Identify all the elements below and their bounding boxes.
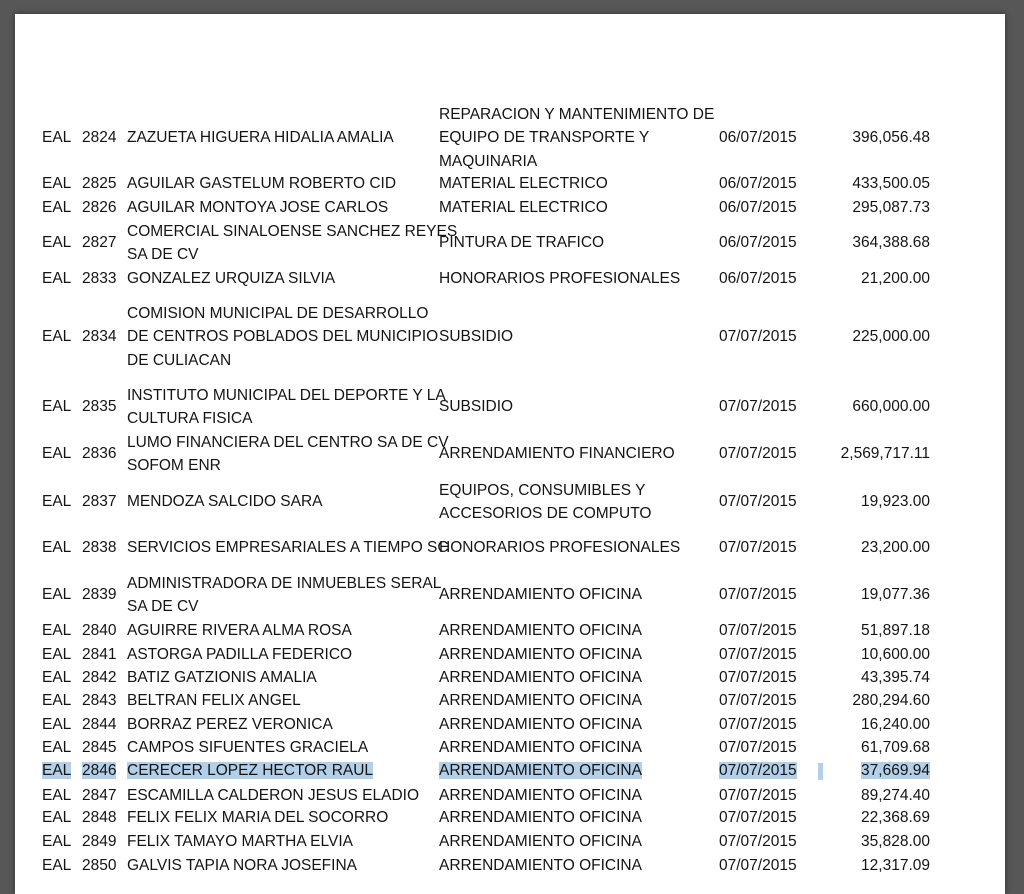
- record-amount: [861, 490, 930, 514]
- record-type: [42, 196, 71, 220]
- record-type-text: EAL: [42, 762, 72, 780]
- record-date: [719, 643, 797, 667]
- record-type-text: EAL: [42, 646, 72, 664]
- beneficiary-name-line: SA DE CV: [127, 598, 199, 615]
- beneficiary-name-line: ADMINISTRADORA DE INMUEBLES SERAL: [127, 574, 442, 592]
- record-date: [719, 490, 797, 514]
- beneficiary-name-line: SERVICIOS EMPRESARIALES A TIEMPO SC: [127, 539, 449, 557]
- expense-concept-line: ARRENDAMIENTO OFICINA: [439, 787, 642, 805]
- beneficiary-name: [127, 172, 396, 196]
- beneficiary-name: [127, 536, 449, 560]
- expense-concept-line: ARRENDAMIENTO OFICINA: [439, 833, 642, 851]
- beneficiary-name: [127, 830, 353, 854]
- record-amount: [861, 643, 930, 667]
- record-amount: [852, 689, 930, 713]
- record-type: [42, 806, 71, 830]
- beneficiary-name-line: AGUIRRE RIVERA ALMA ROSA: [127, 622, 352, 640]
- record-number: [82, 784, 116, 808]
- record-amount: [861, 583, 930, 607]
- record-type-text: EAL: [42, 234, 72, 252]
- record-type: [42, 666, 71, 690]
- expense-concept-line: ARRENDAMIENTO OFICINA: [439, 646, 642, 664]
- record-type: [42, 172, 71, 196]
- beneficiary-name-line: MENDOZA SALCIDO SARA: [127, 493, 323, 511]
- record-number: [82, 536, 116, 560]
- beneficiary-name: [127, 713, 333, 737]
- record-number: [82, 854, 116, 878]
- record-amount: [852, 172, 930, 196]
- record-date-text: 07/07/2015: [719, 445, 797, 463]
- record-amount-text: 433,500.05: [852, 175, 930, 193]
- beneficiary-name-line: AGUILAR GASTELUM ROBERTO CID: [127, 175, 397, 193]
- document-page[interactable]: [15, 14, 1005, 894]
- record-number: [82, 713, 116, 737]
- record-amount-text: 51,897.18: [861, 622, 930, 640]
- record-amount-text: 225,000.00: [852, 328, 930, 346]
- record-number: [82, 666, 116, 690]
- beneficiary-name: [127, 490, 323, 514]
- record-amount-text: 280,294.60: [852, 692, 930, 710]
- record-type-text: EAL: [42, 716, 72, 734]
- table-row: [15, 479, 1005, 526]
- record-date: [719, 830, 797, 854]
- record-type: [42, 736, 71, 760]
- expense-concept-line: ARRENDAMIENTO OFICINA: [439, 739, 642, 757]
- beneficiary-name-line: COMERCIAL SINALOENSE SANCHEZ REYES: [127, 222, 458, 240]
- record-type-text: EAL: [42, 787, 72, 805]
- record-date: [719, 196, 797, 220]
- record-type: [42, 536, 71, 560]
- expense-concept: [439, 736, 642, 760]
- record-type: [42, 395, 71, 419]
- record-date: [719, 784, 797, 808]
- table-row: [15, 666, 1005, 690]
- record-amount-text: 2,569,717.11: [840, 445, 930, 463]
- expense-concept: [439, 172, 608, 196]
- record-number: [82, 196, 116, 220]
- expense-concept: [439, 395, 513, 419]
- record-number-text: 2843: [82, 692, 117, 710]
- record-type: [42, 442, 71, 466]
- record-amount-text: 12,317.09: [861, 857, 930, 875]
- table-row: [15, 830, 1005, 854]
- record-type: [42, 325, 71, 349]
- record-number-text: 2824: [82, 129, 117, 147]
- record-date-text: 07/07/2015: [719, 857, 797, 875]
- record-date-text: 07/07/2015: [719, 493, 797, 511]
- record-date-text: 06/07/2015: [719, 199, 797, 217]
- beneficiary-name: [127, 196, 388, 220]
- record-amount-text: 43,395.74: [861, 669, 930, 687]
- record-amount: [861, 784, 930, 808]
- table-row: [15, 643, 1005, 667]
- record-number: [82, 267, 116, 291]
- record-amount-text: 396,056.48: [852, 129, 930, 147]
- beneficiary-name: [127, 572, 441, 619]
- table-row: [15, 220, 1005, 267]
- beneficiary-name-line: ESCAMILLA CALDERON JESUS ELADIO: [127, 787, 420, 805]
- record-date: [719, 536, 797, 560]
- expense-concept: [439, 759, 642, 783]
- record-date-text: 06/07/2015: [719, 234, 797, 252]
- record-type: [42, 583, 71, 607]
- expense-concept: [439, 666, 642, 690]
- expense-concept-line: HONORARIOS PROFESIONALES: [439, 539, 681, 557]
- beneficiary-name-line: FELIX FELIX MARIA DEL SOCORRO: [127, 809, 389, 827]
- record-amount: [861, 619, 930, 643]
- record-amount-text: 89,274.40: [861, 787, 930, 805]
- record-amount: [852, 196, 930, 220]
- expense-concept-line: ARRENDAMIENTO OFICINA: [439, 857, 642, 875]
- expense-concept: [439, 784, 642, 808]
- beneficiary-name: [127, 854, 357, 878]
- record-date-text: 06/07/2015: [719, 129, 797, 147]
- beneficiary-name-line: INSTITUTO MUNICIPAL DEL DEPORTE Y LA: [127, 386, 446, 404]
- expense-concept: [439, 325, 513, 349]
- record-type: [42, 126, 71, 150]
- record-amount: [861, 267, 930, 291]
- record-date: [719, 619, 797, 643]
- expense-concept-line: HONORARIOS PROFESIONALES: [439, 270, 681, 288]
- record-type-text: EAL: [42, 270, 72, 288]
- record-type-text: EAL: [42, 328, 72, 346]
- record-number-text: 2827: [82, 234, 117, 252]
- record-amount-text: 295,087.73: [852, 199, 930, 217]
- record-type-text: EAL: [42, 398, 72, 416]
- expense-concept: [439, 536, 680, 560]
- record-number: [82, 231, 116, 255]
- record-date-text: 07/07/2015: [719, 739, 797, 757]
- record-number: [82, 172, 116, 196]
- record-type-text: EAL: [42, 586, 72, 604]
- record-number: [82, 490, 116, 514]
- record-number-text: 2834: [82, 328, 117, 346]
- expense-concept-line: ARRENDAMIENTO OFICINA: [439, 716, 642, 734]
- record-number-text: 2848: [82, 809, 117, 827]
- beneficiary-name-line: DE CENTROS POBLADOS DEL MUNICIPIO: [127, 328, 439, 346]
- beneficiary-name: [127, 126, 394, 150]
- record-date-text: 07/07/2015: [719, 787, 797, 805]
- record-amount: [852, 395, 930, 419]
- record-amount: [861, 759, 930, 783]
- table-row: [15, 736, 1005, 760]
- beneficiary-name-line: BORRAZ PEREZ VERONICA: [127, 716, 333, 734]
- table-row: [15, 103, 1005, 174]
- table-row: [15, 854, 1005, 878]
- record-date: [719, 583, 797, 607]
- expense-concept: [439, 479, 651, 526]
- record-type-text: EAL: [42, 175, 72, 193]
- beneficiary-name-line: BATIZ GATZIONIS AMALIA: [127, 669, 317, 687]
- record-number: [82, 395, 116, 419]
- record-amount-text: 364,388.68: [852, 234, 930, 252]
- table-row: [15, 759, 1005, 783]
- expense-concept-line: SUBSIDIO: [439, 328, 514, 346]
- record-date-text: 07/07/2015: [719, 398, 797, 416]
- record-amount: [861, 854, 930, 878]
- record-date: [719, 689, 797, 713]
- expense-concept: [439, 196, 608, 220]
- beneficiary-name-line: CERECER LOPEZ HECTOR RAUL: [127, 762, 374, 780]
- record-number-text: 2844: [82, 716, 117, 734]
- expense-concept-line: MATERIAL ELECTRICO: [439, 175, 608, 193]
- record-number-text: 2825: [82, 175, 117, 193]
- record-number-text: 2839: [82, 586, 117, 604]
- beneficiary-name: [127, 302, 438, 373]
- beneficiary-name: [127, 666, 317, 690]
- record-type-text: EAL: [42, 669, 72, 687]
- record-amount: [861, 806, 930, 830]
- record-amount: [861, 713, 930, 737]
- record-type: [42, 643, 71, 667]
- record-date: [719, 713, 797, 737]
- beneficiary-name: [127, 689, 301, 713]
- record-number: [82, 442, 116, 466]
- table-row: [15, 713, 1005, 737]
- record-type: [42, 759, 71, 783]
- table-row: [15, 384, 1005, 431]
- expense-concept-line: ACCESORIOS DE COMPUTO: [439, 505, 652, 522]
- expense-concept-line: EQUIPO DE TRANSPORTE Y: [439, 129, 650, 147]
- beneficiary-name: [127, 759, 373, 783]
- record-date: [719, 442, 797, 466]
- beneficiary-name: [127, 220, 457, 267]
- beneficiary-name: [127, 267, 335, 291]
- record-number-text: 2840: [82, 622, 117, 640]
- beneficiary-name-line: CULTURA FISICA: [127, 410, 253, 427]
- record-number: [82, 643, 116, 667]
- record-number-text: 2826: [82, 199, 117, 217]
- record-date: [719, 736, 797, 760]
- expense-concept-line: PINTURA DE TRAFICO: [439, 234, 605, 252]
- record-number-text: 2849: [82, 833, 117, 851]
- record-date-text: 07/07/2015: [719, 833, 797, 851]
- record-type: [42, 619, 71, 643]
- record-type-text: EAL: [42, 493, 72, 511]
- expense-concept: [439, 103, 714, 174]
- expense-concept: [439, 442, 675, 466]
- record-type: [42, 689, 71, 713]
- beneficiary-name: [127, 384, 446, 431]
- record-type: [42, 784, 71, 808]
- record-number-text: 2838: [82, 539, 117, 557]
- record-type: [42, 267, 71, 291]
- record-number: [82, 736, 116, 760]
- beneficiary-name: [127, 736, 368, 760]
- record-type-text: EAL: [42, 692, 72, 710]
- expense-concept: [439, 689, 642, 713]
- table-row: [15, 267, 1005, 291]
- beneficiary-name-line: COMISION MUNICIPAL DE DESARROLLO: [127, 304, 429, 322]
- table-row: [15, 536, 1005, 560]
- expense-concept-line: EQUIPOS, CONSUMIBLES Y: [439, 481, 646, 499]
- record-date: [719, 325, 797, 349]
- record-date-text: 07/07/2015: [719, 539, 797, 557]
- record-number-text: 2836: [82, 445, 117, 463]
- table-row: [15, 172, 1005, 196]
- record-date-text: 06/07/2015: [719, 175, 797, 193]
- expense-concept-line: MAQUINARIA: [439, 152, 538, 170]
- record-type-text: EAL: [42, 129, 72, 147]
- record-amount-text: 10,600.00: [861, 646, 930, 664]
- table-row: [15, 689, 1005, 713]
- record-amount-text: 660,000.00: [852, 398, 930, 416]
- record-amount: [852, 126, 930, 150]
- expense-concept: [439, 806, 642, 830]
- table-row: [15, 302, 1005, 373]
- expense-concept: [439, 643, 642, 667]
- record-amount: [861, 830, 930, 854]
- expense-concept-line: ARRENDAMIENTO OFICINA: [439, 622, 642, 640]
- record-date: [719, 231, 797, 255]
- record-date-text: 06/07/2015: [719, 270, 797, 288]
- expense-concept-line: ARRENDAMIENTO OFICINA: [439, 586, 642, 604]
- record-amount-text: 35,828.00: [861, 833, 930, 851]
- expense-concept-line: ARRENDAMIENTO OFICINA: [439, 762, 642, 780]
- beneficiary-name-line: DE CULIACAN: [127, 351, 232, 369]
- expense-concept: [439, 583, 642, 607]
- record-date: [719, 172, 797, 196]
- record-type-text: EAL: [42, 539, 72, 557]
- expense-concept-line: MATERIAL ELECTRICO: [439, 199, 608, 217]
- record-type-text: EAL: [42, 445, 72, 463]
- beneficiary-name-line: LUMO FINANCIERA DEL CENTRO SA DE CV: [127, 433, 449, 451]
- beneficiary-name: [127, 806, 388, 830]
- record-amount: [861, 536, 930, 560]
- record-type-text: EAL: [42, 739, 72, 757]
- record-number: [82, 583, 116, 607]
- beneficiary-name-line: GALVIS TAPIA NORA JOSEFINA: [127, 857, 357, 875]
- beneficiary-name: [127, 431, 449, 478]
- record-number: [82, 619, 116, 643]
- beneficiary-name-line: ZAZUETA HIGUERA HIDALIA AMALIA: [127, 129, 394, 147]
- record-date-text: 07/07/2015: [719, 669, 797, 687]
- table-row: [15, 619, 1005, 643]
- record-amount: [861, 666, 930, 690]
- record-number-text: 2850: [82, 857, 117, 875]
- record-number: [82, 806, 116, 830]
- expense-concept-line: SUBSIDIO: [439, 398, 514, 416]
- record-amount-text: 22,368.69: [861, 809, 930, 827]
- record-number-text: 2845: [82, 739, 117, 757]
- record-amount: [852, 231, 930, 255]
- expense-concept: [439, 267, 680, 291]
- record-type-text: EAL: [42, 809, 72, 827]
- record-date: [719, 759, 797, 783]
- record-date: [719, 267, 797, 291]
- record-amount: [861, 736, 930, 760]
- record-date-text: 07/07/2015: [719, 328, 797, 346]
- selection-marker: [818, 763, 823, 780]
- beneficiary-name: [127, 643, 352, 667]
- record-date-text: 07/07/2015: [719, 762, 797, 780]
- record-amount-text: 61,709.68: [861, 739, 930, 757]
- record-date-text: 07/07/2015: [719, 716, 797, 734]
- table-row: [15, 784, 1005, 808]
- record-date-text: 07/07/2015: [719, 622, 797, 640]
- record-type-text: EAL: [42, 199, 72, 217]
- record-date: [719, 806, 797, 830]
- record-date: [719, 126, 797, 150]
- beneficiary-name-line: FELIX TAMAYO MARTHA ELVIA: [127, 833, 353, 851]
- beneficiary-name-line: CAMPOS SIFUENTES GRACIELA: [127, 739, 369, 757]
- beneficiary-name-line: GONZALEZ URQUIZA SILVIA: [127, 270, 336, 288]
- beneficiary-name: [127, 784, 419, 808]
- record-number-text: 2837: [82, 493, 117, 511]
- beneficiary-name-line: SOFOM ENR: [127, 457, 221, 474]
- table-row: [15, 431, 1005, 478]
- record-date-text: 07/07/2015: [719, 586, 797, 604]
- beneficiary-name-line: BELTRAN FELIX ANGEL: [127, 692, 301, 710]
- record-number-text: 2841: [82, 646, 117, 664]
- record-type-text: EAL: [42, 833, 72, 851]
- record-date: [719, 666, 797, 690]
- record-type: [42, 231, 71, 255]
- expense-concept-line: ARRENDAMIENTO OFICINA: [439, 692, 642, 710]
- expense-concept-line: ARRENDAMIENTO OFICINA: [439, 669, 642, 687]
- record-date-text: 07/07/2015: [719, 809, 797, 827]
- record-amount-text: 16,240.00: [861, 716, 930, 734]
- table-row: [15, 572, 1005, 619]
- beneficiary-name-line: AGUILAR MONTOYA JOSE CARLOS: [127, 199, 389, 217]
- table-row: [15, 196, 1005, 220]
- record-amount-text: 19,923.00: [861, 493, 930, 511]
- expense-concept: [439, 619, 642, 643]
- record-date: [719, 854, 797, 878]
- record-number-text: 2833: [82, 270, 117, 288]
- expense-concept: [439, 231, 604, 255]
- expense-concept-line: ARRENDAMIENTO FINANCIERO: [439, 445, 675, 463]
- record-date-text: 07/07/2015: [719, 692, 797, 710]
- record-number-text: 2835: [82, 398, 117, 416]
- record-number-text: 2842: [82, 669, 117, 687]
- record-type: [42, 830, 71, 854]
- expense-concept: [439, 830, 642, 854]
- record-type: [42, 490, 71, 514]
- record-number: [82, 689, 116, 713]
- record-date: [719, 395, 797, 419]
- record-type-text: EAL: [42, 622, 72, 640]
- beneficiary-name-line: ASTORGA PADILLA FEDERICO: [127, 646, 353, 664]
- record-amount-text: 21,200.00: [861, 270, 930, 288]
- record-type-text: EAL: [42, 857, 72, 875]
- record-amount: [852, 325, 930, 349]
- expense-concept: [439, 854, 642, 878]
- record-date-text: 07/07/2015: [719, 646, 797, 664]
- record-number-text: 2846: [82, 762, 117, 780]
- record-number: [82, 126, 116, 150]
- table-row: [15, 806, 1005, 830]
- expense-concept-line: ARRENDAMIENTO OFICINA: [439, 809, 642, 827]
- record-type: [42, 713, 71, 737]
- record-number: [82, 830, 116, 854]
- beneficiary-name: [127, 619, 352, 643]
- record-number: [82, 759, 116, 783]
- record-amount-text: 23,200.00: [861, 539, 930, 557]
- record-amount-text: 19,077.36: [861, 586, 930, 604]
- record-amount: [841, 442, 930, 466]
- expense-concept-line: REPARACION Y MANTENIMIENTO DE: [439, 105, 715, 123]
- record-amount-text: 37,669.94: [861, 762, 930, 780]
- record-number-text: 2847: [82, 787, 117, 805]
- record-type: [42, 854, 71, 878]
- expense-concept: [439, 713, 642, 737]
- beneficiary-name-line: SA DE CV: [127, 246, 199, 263]
- record-number: [82, 325, 116, 349]
